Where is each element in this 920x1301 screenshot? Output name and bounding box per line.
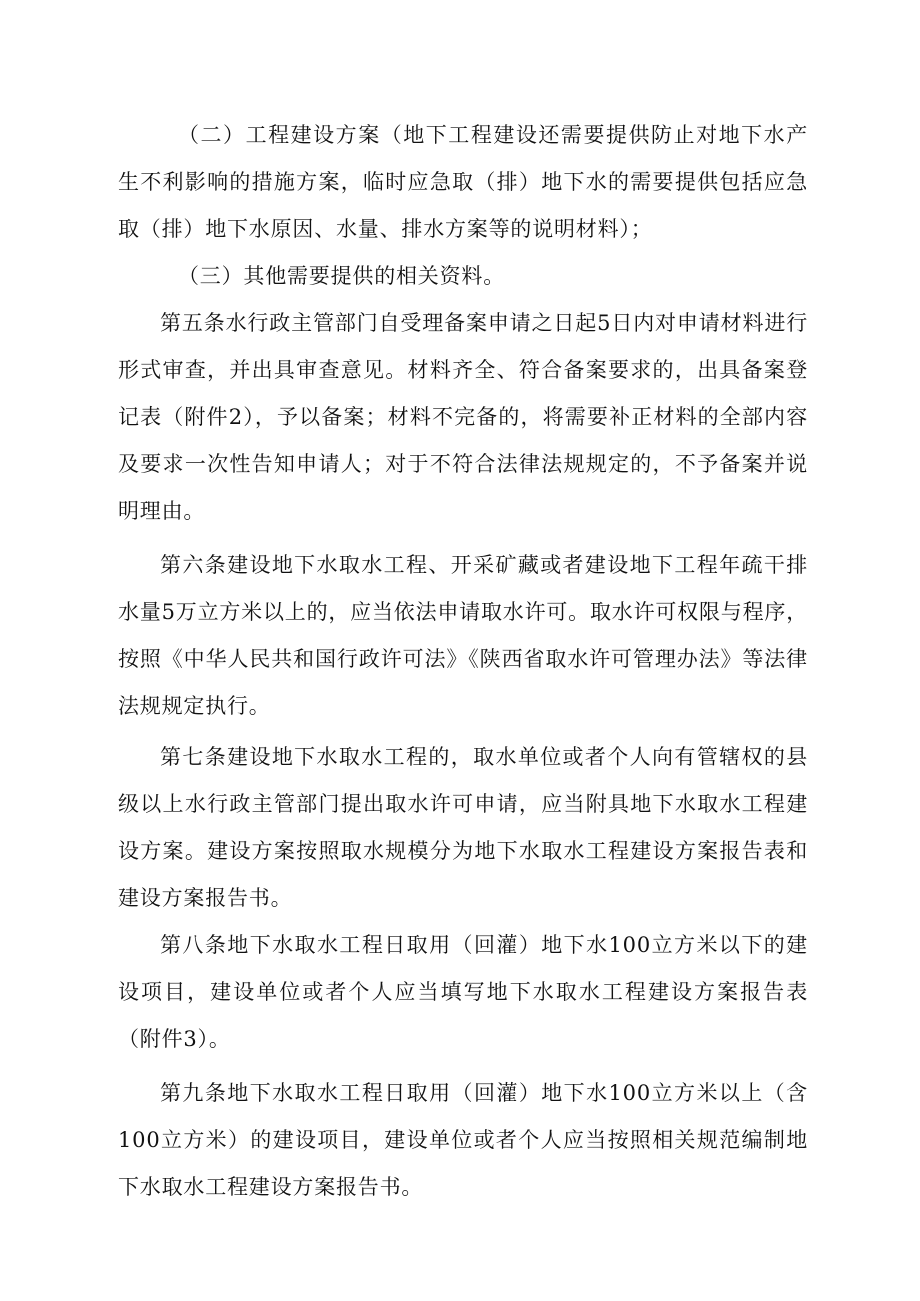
article-8: 第八条地下水取水工程日取用（回灌）地下水100立方米以下的建设项目，建设单位或者个人应当填写地下水取水工程建设方案报告表（附件3）。	[118, 933, 808, 1051]
article-6: 第六条建设地下水取水工程、开采矿藏或者建设地下工程年疏干排水量5万立方米以上的，应当依法申请取水许可。取水许可权限与程序，按照《中华人民共和国行政许可法》《陕西省取水许可管理办法》等法律法规规定执行。	[118, 553, 808, 718]
article-5: 第五条水行政主管部门自受理备案申请之日起5日内对申请材料进行形式审查，并出具审查意见。材料齐全、符合备案要求的，出具备案登记表（附件2），予以备案；材料不完备的，将需要补正材料的全部内容及要求一次性告知申请人；对于不符合法律法规规定的，不予备案并说明理由。	[118, 311, 808, 523]
article-7: 第七条建设地下水取水工程的，取水单位或者个人向有管辖权的县级以上水行政主管部门提出取水许可申请，应当附具地下水取水工程建设方案。建设方案按照取水规模分为地下水取水工程建设方案报告表和建设方案报告书。	[118, 745, 808, 910]
clause-item-3: （三）其他需要提供的相关资料。	[178, 264, 505, 288]
article-9: 第九条地下水取水工程日取用（回灌）地下水100立方米以上（含100立方米）的建设项目，建设单位或者个人应当按照相关规范编制地下水取水工程建设方案报告书。	[118, 1081, 808, 1199]
clause-item-2: （二）工程建设方案（地下工程建设还需要提供防止对地下水产生不利影响的措施方案，临时应急取（排）地下水的需要提供包括应急取（排）地下水原因、水量、排水方案等的说明材料）；	[118, 123, 808, 241]
